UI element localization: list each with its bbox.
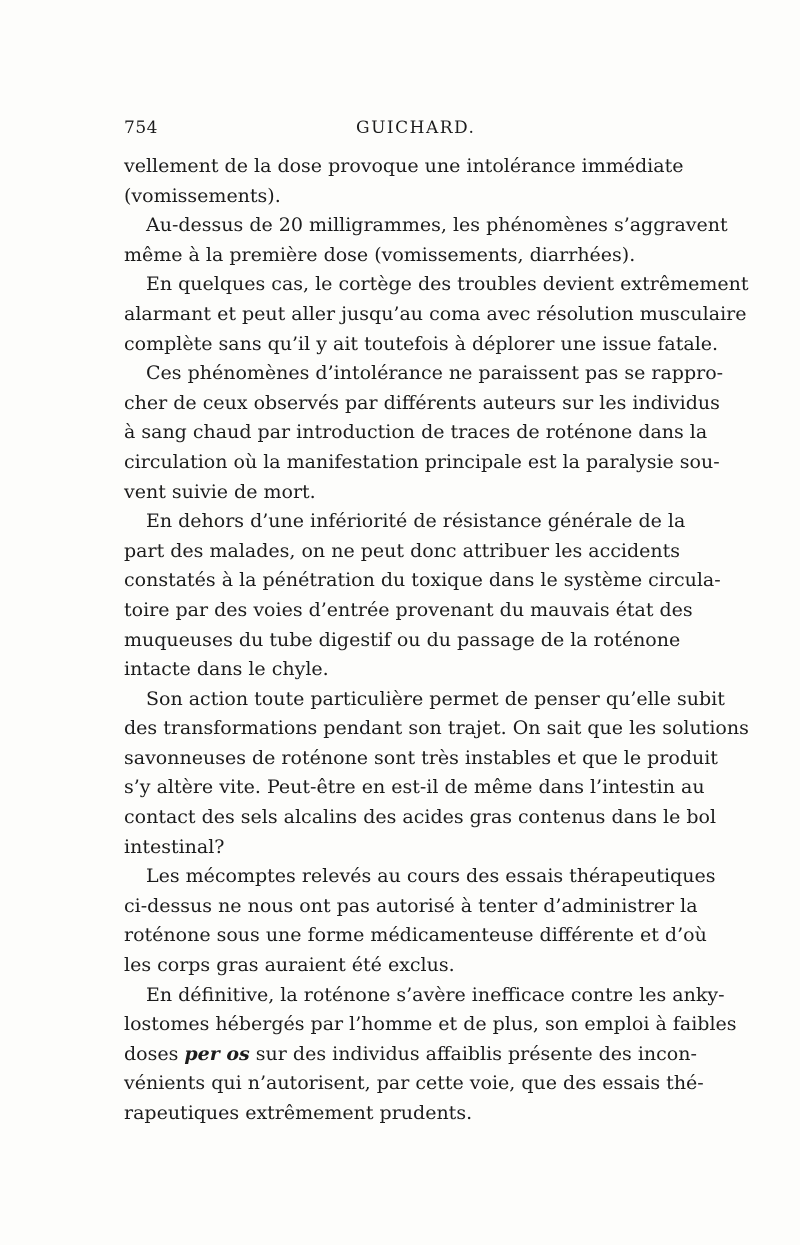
text-line: En quelques cas, le cortège des troubles devient extrêmement: [146, 273, 749, 296]
text-line: des transformations pendant son trajet. On sait que les solutions: [124, 717, 749, 740]
text-line: toire par des voies d’entrée provenant du mauvais état des: [124, 598, 693, 621]
text-line: vénients qui n’autorisent, par cette voie, que des essais thé-: [124, 1072, 704, 1095]
text-line: lostomes hébergés par l’homme et de plus, son emploi à faibles: [124, 1013, 737, 1036]
text-line: cher de ceux observés par différents auteurs sur les individus: [124, 391, 720, 414]
text-line: complète sans qu’il y ait toutefois à déplorer une issue fatale.: [124, 332, 719, 355]
page-number: 754: [124, 118, 158, 138]
text-line: constatés à la pénétration du toxique dans le système circula-: [124, 569, 721, 592]
text-line: muqueuses du tube digestif ou du passage de la roténone: [124, 628, 681, 651]
text-line: vellement de la dose provoque une intolérance immédiate: [124, 155, 684, 177]
text-line: roténone sous une forme médicamenteuse différente et d’où: [124, 924, 707, 947]
text-line: ci-dessus ne nous ont pas autorisé à tenter d’administrer la: [124, 894, 698, 917]
text-line: intestinal?: [124, 835, 225, 858]
body-text: [124, 152, 749, 1129]
text-segment: sur des individus affaiblis présente des incon-: [249, 1042, 697, 1065]
text-line: Son action toute particulière permet de penser qu’elle subit: [146, 687, 725, 710]
text-line: Les mécomptes relevés au cours des essais thérapeutiques: [146, 865, 716, 888]
text-line: intacte dans le chyle.: [124, 658, 329, 681]
text-line: alarmant et peut aller jusqu’au coma avec résolution musculaire: [124, 302, 747, 325]
text-line: En dehors d’une infériorité de résistance générale de la: [146, 510, 686, 533]
latin-phrase: per os: [184, 1042, 250, 1065]
text-line: savonneuses de roténone sont très instables et que le produit: [124, 746, 718, 769]
text-line: Au-dessus de 20 milligrammes, les phénomènes s’aggravent: [146, 214, 728, 237]
text-line: s’y altère vite. Peut-être en est-il de même dans l’intestin au: [124, 776, 705, 799]
text-line: Ces phénomènes d’intolérance ne paraissent pas se rappro-: [146, 362, 724, 385]
text-line: (vomissements).: [124, 184, 281, 207]
text-segment: doses: [124, 1042, 185, 1065]
text-line: [124, 1040, 697, 1070]
text-line: circulation où la manifestation principale est la paralysie sou-: [124, 450, 720, 473]
text-line: rapeutiques extrêmement prudents.: [124, 1102, 473, 1124]
text-line: vent suivie de mort.: [124, 480, 316, 503]
text-line: contact des sels alcalins des acides gras contenus dans le bol: [124, 806, 717, 829]
text-line: à sang chaud par introduction de traces de roténone dans la: [124, 421, 708, 444]
text-line: part des malades, on ne peut donc attribuer les accidents: [124, 539, 680, 562]
text-line: même à la première dose (vomissements, diarrhées).: [124, 243, 636, 266]
text-line: En définitive, la roténone s’avère inefficace contre les anky-: [146, 983, 725, 1006]
running-head: GUICHARD.: [356, 118, 476, 138]
text-line: les corps gras auraient été exclus.: [124, 954, 455, 977]
